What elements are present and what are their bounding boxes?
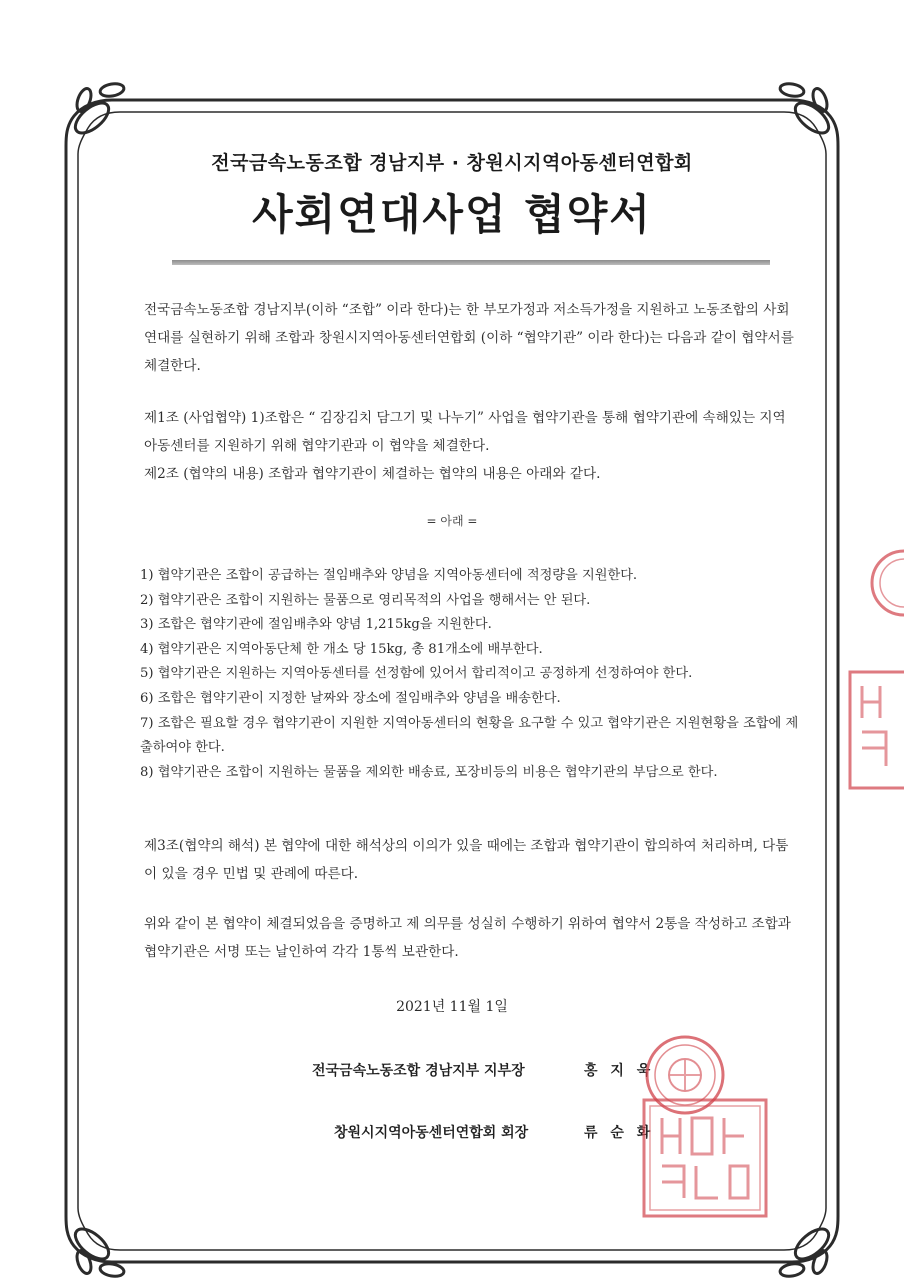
- signatory-1-name: 홍 지 욱: [584, 1063, 655, 1079]
- annex-heading: = 아래 =: [426, 514, 478, 528]
- square-seal-icon: [640, 1096, 770, 1220]
- intro-text: 전국금속노동조합 경남지부(이하 “조합” 이라 한다)는 한 부모가정과 저소득가정을 지원하고 노동조합의 사회연대를 실현하기 위해 조합과 창원시지역아동센터연합회 (이하 “협약기관” 이라 한다)는 다음과 같이 협약서를 체결한다.: [144, 302, 794, 374]
- list-item: 1) 협약기관은 조합이 공급하는 절임배추와 양념을 지역아동센터에 적정량을 지원한다.: [140, 568, 638, 583]
- article-2-text: 제2조 (협약의 내용) 조합과 협약기관이 체결하는 협약의 내용은 아래와 같다.: [144, 466, 601, 482]
- signatory-2-org: 창원시지역아동센터연합회 회장: [334, 1125, 529, 1141]
- closing-paragraph: [144, 910, 796, 966]
- article-1: [144, 404, 796, 460]
- list-item: 3) 조합은 협약기관에 절임배추와 양념 1,215kg을 지원한다.: [140, 617, 492, 633]
- list-item: 4) 협약기관은 지역아동단체 한 개소 당 15kg, 총 81개소에 배부한다.: [140, 641, 543, 657]
- list-item: 2) 협약기관은 조합이 지원하는 물품으로 영리목적의 사업을 행해서는 안 된다.: [140, 592, 591, 608]
- list-item: 6) 조합은 협약기관이 지정한 날짜와 장소에 절임배추와 양념을 배송한다.: [140, 690, 561, 706]
- list-item: 8) 협약기관은 조합이 지원하는 물품을 제외한 배송료, 포장비등의 비용은 협약기관의 부담으로 한다.: [140, 764, 718, 780]
- intro-paragraph: [144, 296, 796, 380]
- article-3: [144, 832, 796, 888]
- closing-text: 위와 같이 본 협약이 체결되었음을 증명하고 제 의무를 성실히 수행하기 위하여 협약서 2통을 작성하고 조합과 협약기관은 서명 또는 날인하여 각각 1통씩 보관한다.: [144, 916, 791, 960]
- signatory-2-name: 류 순 화: [584, 1125, 655, 1141]
- contract-date: 2021년 11월 1일: [396, 999, 508, 1015]
- article-1-text: 제1조 (사업협약) 1)조합은 “ 김장김치 담그기 및 나누기” 사업을 협약기관을 통해 협약기관에 속해있는 지역아동센터를 지원하기 위해 협약기관과 이 협약을 체결한다.: [144, 410, 786, 454]
- annex-item-list: [140, 564, 800, 785]
- article-2: [144, 460, 796, 488]
- list-item: 7) 조합은 필요할 경우 협약기관이 지원한 지역아동센터의 현황을 요구할 수 있고 협약기관은 지원현황을 조합에 제출하여야 한다.: [140, 715, 799, 756]
- partial-round-seal-icon: [858, 548, 904, 618]
- document-title: 사회연대사업 협약서: [252, 190, 652, 239]
- list-item: 5) 협약기관은 지원하는 지역아동센터를 선정함에 있어서 합리적이고 공정하게 선정하여야 한다.: [140, 666, 693, 682]
- article-3-text: 제3조(협약의 해석) 본 협약에 대한 해석상의 이의가 있을 때에는 조합과 협약기관이 합의하여 처리하며, 다툼이 있을 경우 민법 및 관례에 따른다.: [144, 838, 789, 882]
- organization-line: 전국금속노동조합 경남지부 · 창원시지역아동센터연합회: [211, 152, 693, 174]
- title-underline: [172, 260, 770, 265]
- signatory-1-org: 전국금속노동조합 경남지부 지부장: [312, 1063, 525, 1079]
- partial-square-seal-icon: [846, 668, 904, 792]
